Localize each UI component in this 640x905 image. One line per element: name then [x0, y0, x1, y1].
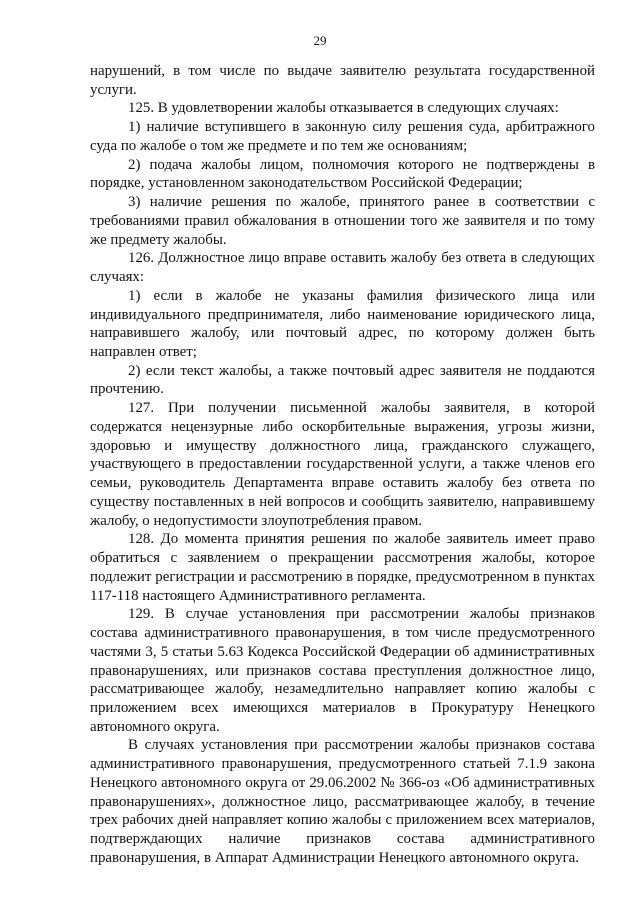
paragraph-127: 127. При получении письменной жалобы заявителя, в которой содержатся нецензурные либо оскорбительные выражения, угрозы жизни, здоровью и имуществу должностного лица, гражданского служащего, участвующего в предоставлении государственной услуги, а также членов его семьи, руководитель Департамента вправе оставить жалобу без ответа по существу поставленных в ней вопросов и сообщить заявителю, направившему жалобу, о недопустимости злоупотребления правом.	[90, 400, 595, 529]
paragraph-128: 128. До момента принятия решения по жалобе заявитель имеет право обратиться с заявлением о прекращении рассмотрения жалобы, которое подлежит регистрации и рассмотрению в порядке, предусмотренном в пунктах 117-118 настоящего Административного регламента.	[90, 531, 595, 604]
paragraph-125-item-3: 3) наличие решения по жалобе, принятого ранее в соответствии с требованиями правил обжалования в отношении того же заявителя и по тому же предмету жалобы.	[90, 194, 595, 248]
page-number: 29	[313, 33, 327, 48]
document-body	[90, 62, 595, 868]
paragraph-125-item-2: 2) подача жалобы лицом, полномочия которого не подтверждены в порядке, установленном законодательством Российской Федерации;	[90, 156, 595, 192]
paragraph-125: 125. В удовлетворении жалобы отказывается в следующих случаях:	[128, 100, 559, 117]
paragraph-126: 126. Должностное лицо вправе оставить жалобу без ответа в следующих случаях:	[90, 250, 595, 286]
paragraph-continuation: нарушений, в том числе по выдаче заявителю результата государственной услуги.	[90, 63, 595, 98]
paragraph-129: 129. В случае установления при рассмотрении жалобы признаков состава административного правонарушения, в том числе предусмотренного частями 3, 5 статьи 5.63 Кодекса Российской Федерации об административных правонарушениях, или признаков состава преступления должностное лицо, рассматривающее жалобу, незамедлительно направляет копию жалобы с приложением всех имеющихся материалов в Прокуратуру Ненецкого автономного округа.	[90, 606, 595, 735]
paragraph-126-item-2: 2) если текст жалобы, а также почтовый адрес заявителя не поддаются прочтению.	[90, 362, 595, 398]
paragraph-126-item-1: 1) если в жалобе не указаны фамилия физического лица или индивидуального предпринимателя, либо наименование юридического лица, направившего жалобу, или почтовый адрес, по которому должен быть направлен ответ;	[90, 287, 595, 361]
paragraph-129-continued: В случаях установления при рассмотрении жалобы признаков состава административного правонарушения, предусмотренного статьей 7.1.9 закона Ненецкого автономного округа от 29.06.2002 № 366-оз «Об административных правонарушениях», должностное лицо, рассматривающее жалобу, в течение трех рабочих дней направляет копию жалобы с приложением всех материалов, подтверждающих наличие признаков состава административного правонарушения, в Аппарат Администрации Ненецкого автономного округа.	[90, 737, 595, 866]
paragraph-125-item-1: 1) наличие вступившего в законную силу решения суда, арбитражного суда по жалобе о том же предмете и по тем же основаниям;	[90, 119, 595, 154]
